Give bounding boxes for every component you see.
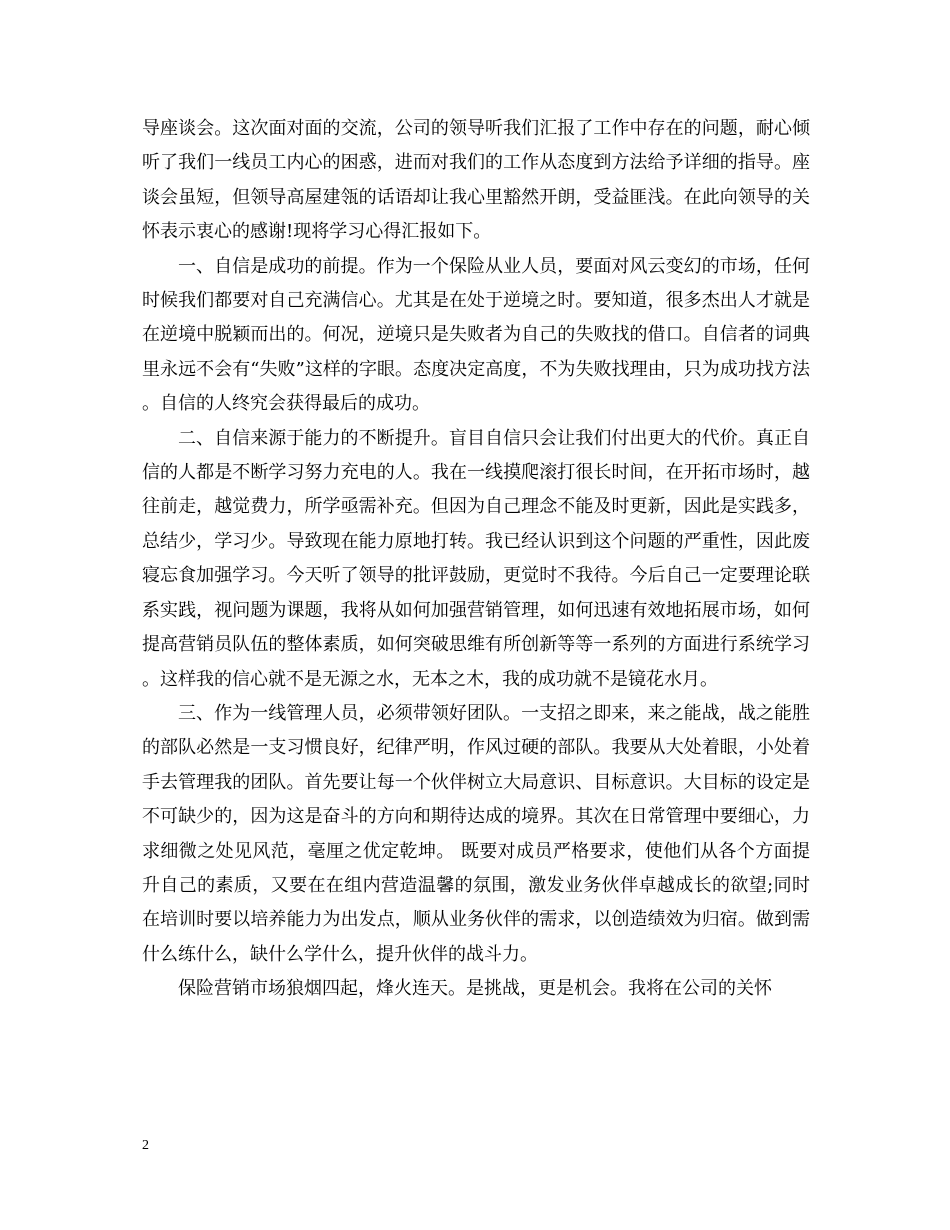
paragraph-confidence-premise: 一、自信是成功的前提。作为一个保险从业人员，要面对风云变幻的市场，任何时候我们都要对自己充满信心。尤其是在处于逆境之时。要知道，很多杰出人才就是在逆境中脱颖而出的。何况，逆境只是失败者为自己的失败找的借口。自信者的词典里永远不会有“失败”这样的字眼。态度决定高度，不为失败找理由，只为成功找方法。自信的人终究会获得最后的成功。 [142,255,810,415]
page-number: 2 [142,1138,149,1153]
paragraph-market-challenge: 保险营销市场狼烟四起，烽火连天。是挑战，更是机会。我将在公司的关怀 [178,978,772,1000]
paragraph-team-leadership: 三、作为一线管理人员，必须带领好团队。一支招之即来，来之能战，战之能胜的部队必然是一支习惯良好，纪律严明，作风过硬的部队。我要从大处着眼，小处着手去管理我的团队。首先要让每一个伙伴树立大局意识、目标意识。大目标的设定是不可缺少的，因为这是奋斗的方向和期待达成的境界。其次在日常管理中要细心，力求细微之处见风范，毫厘之优定乾坤。 既要对成员严格要求，使他们从各个方面提升自己的素质，又要在在组内营造温馨的氛围，激发业务伙伴卓越成长的欲望;同时在培训时要以培养能力为出发点，顺从业务伙伴的需求，以创造绩效为归宿。做到需什么练什么，缺什么学什么，提升伙伴的战斗力。 [142,702,810,965]
paragraph-continuation: 导座谈会。这次面对面的交流，公司的领导听我们汇报了工作中存在的问题，耐心倾听了我们一线员工内心的困惑，进而对我们的工作从态度到方法给予详细的指导。座谈会虽短，但领导高屋建瓴的话语却让我心里豁然开朗，受益匪浅。在此向领导的关怀表示衷心的感谢!现将学习心得汇报如下。 [142,118,810,243]
paragraph-ability-improvement: 二、自信来源于能力的不断提升。盲目自信只会让我们付出更大的代价。真正自信的人都是不断学习努力充电的人。我在一线摸爬滚打很长时间，在开拓市场时，越往前走，越觉费力，所学亟需补充。但因为自己理念不能及时更新，因此是实践多，总结少，学习少。导致现在能力原地打转。我已经认识到这个问题的严重性，因此废寝忘食加强学习。今天听了领导的批评鼓励，更觉时不我待。今后自己一定要理论联系实践，视问题为课题，我将从如何加强营销管理，如何迅速有效地拓展市场，如何提高营销员队伍的整体素质，如何突破思维有所创新等等一系列的方面进行系统学习。这样我的信心就不是无源之水，无本之木，我的成功就不是镜花水月。 [142,427,810,690]
document-body [142,112,810,1007]
